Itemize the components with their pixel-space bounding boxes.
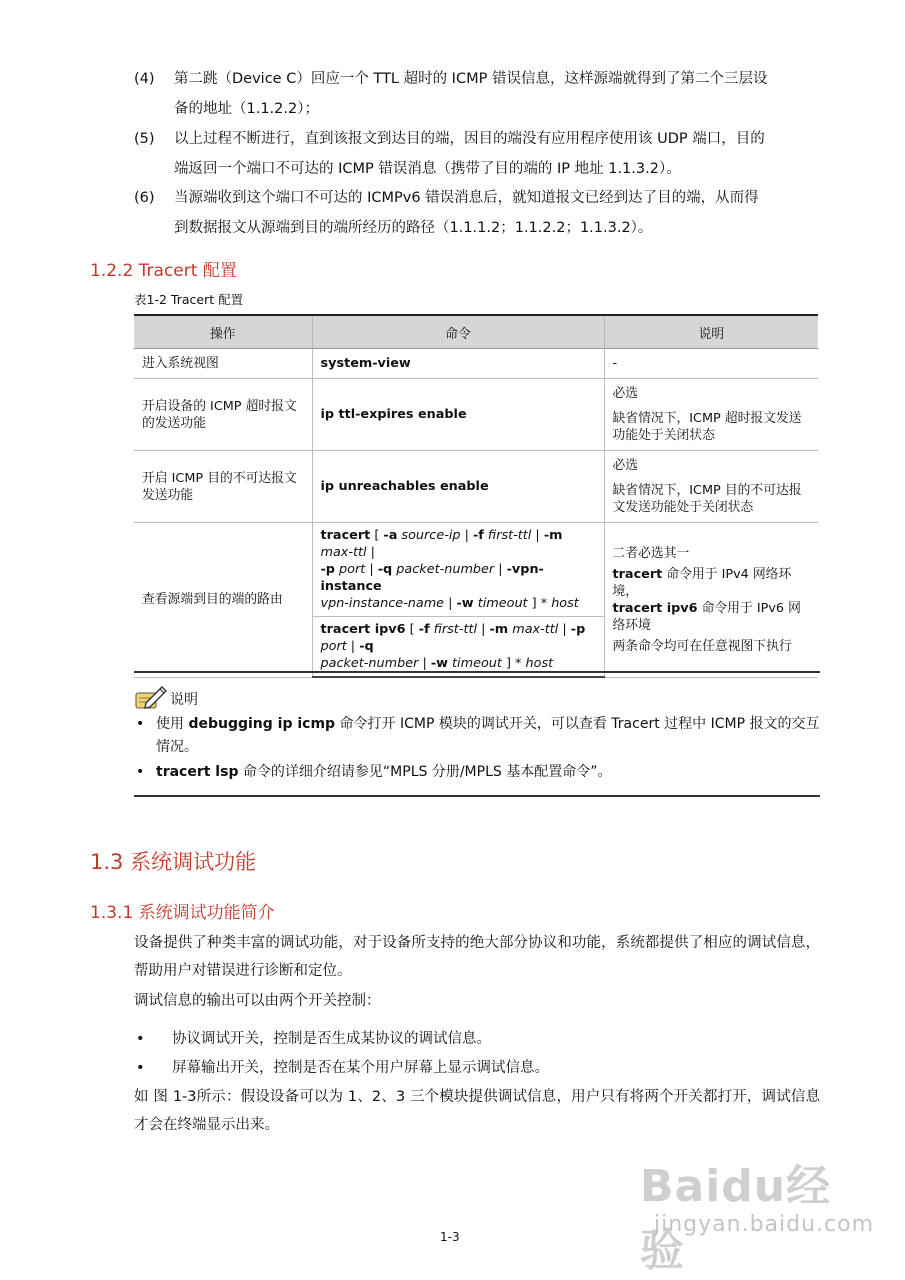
tracert-config-table <box>134 314 818 678</box>
command-arg: packet-number <box>392 562 495 577</box>
section-heading-1-3-1: 1.3.1 系统调试功能简介 <box>90 903 275 923</box>
operation-cell: 开启设备的 ICMP 超时报文的发送功能 <box>134 379 312 451</box>
command-keyword: tracert ipv6 <box>612 600 698 616</box>
command-arg: first-ttl <box>429 622 478 637</box>
command-arg: source-ip <box>397 528 461 543</box>
command-arg: port <box>334 562 366 577</box>
description-cell <box>604 379 818 451</box>
operation-cell: 开启 ICMP 目的不可达报文发送功能 <box>134 451 312 523</box>
bullet-text: 屏幕输出开关，控制是否在某个用户屏幕上显示调试信息。 <box>172 1060 549 1076</box>
command-keyword: tracert ipv6 <box>320 622 406 637</box>
choose-one-label: 二者必选其一 <box>612 545 690 561</box>
description-text: 命令用于 IPv4 网络环境， <box>612 566 792 599</box>
note-item <box>134 713 820 759</box>
command-punct: | <box>494 562 507 577</box>
watermark-url: jingyan.baidu.com <box>654 1212 875 1237</box>
step-text-line: 备的地址（1.1.2.2）； <box>174 101 319 117</box>
command-punct: | <box>346 639 360 654</box>
baidu-watermark <box>640 1150 875 1276</box>
command-cell <box>312 349 604 379</box>
command-arg: packet-number <box>320 656 419 671</box>
command-keyword: -a <box>383 528 398 543</box>
description-text: 两条命令均可在任意视图下执行 <box>612 638 792 654</box>
command-cell <box>312 451 604 523</box>
command-arg: vpn-instance-name <box>320 596 445 611</box>
command-keyword: -m <box>543 528 563 543</box>
command-keyword: tracert <box>320 528 371 543</box>
command-keyword: ip unreachables enable <box>320 479 489 494</box>
command-punct: | <box>477 622 490 637</box>
note-text: 使用 <box>156 716 189 732</box>
paragraph: 如 图 1-3所示：假设设备可以为 1、2、3 三个模块提供调试信息，用户只有将两个开关都打开，调试信息才会在终端显示出来。 <box>134 1089 820 1133</box>
pencil-note-icon <box>134 685 168 713</box>
required-label: 必选 <box>612 458 639 473</box>
command-arg: host <box>525 656 554 671</box>
paragraph: 设备提供了种类丰富的调试功能，对于设备所支持的绝大部分协议和功能，系统都提供了相应的调试信息，帮助用户对错误进行诊断和定位。 <box>134 935 820 979</box>
bullet-icon: • <box>136 1031 145 1047</box>
note-text: 命令的详细介绍请参见“MPLS 分册/MPLS 基本配置命令”。 <box>238 764 612 780</box>
description-cell <box>604 523 818 678</box>
step-number: (4) <box>134 71 155 87</box>
command-keyword: ip ttl-expires enable <box>320 407 467 422</box>
paragraph: 调试信息的输出可以由两个开关控制： <box>134 993 381 1009</box>
description-cell: - <box>604 349 818 379</box>
table-row <box>134 451 818 523</box>
command-cell <box>312 379 604 451</box>
step-number: (5) <box>134 131 155 147</box>
step-text-line: 当源端收到这个端口不可达的 ICMPv6 错误消息后，就知道报文已经到达了目的端，从而得 <box>174 190 759 206</box>
command-punct: ] * <box>527 596 552 611</box>
command-keyword: debugging ip icmp <box>188 716 336 732</box>
note-title: 说明 <box>170 692 198 708</box>
command-punct: | <box>366 545 375 560</box>
required-label: 必选 <box>612 386 639 401</box>
bullet-icon: • <box>136 716 145 732</box>
bullet-icon: • <box>136 764 145 780</box>
command-punct: | <box>444 596 457 611</box>
command-arg: timeout <box>447 656 502 671</box>
column-header: 命令 <box>312 315 604 349</box>
note-list <box>134 713 820 786</box>
command-arg: max-ttl <box>508 622 559 637</box>
step-text-line: 第二跳（Device C）回应一个 TTL 超时的 ICMP 错误信息，这样源端就得到了第二个三层设 <box>174 71 768 87</box>
command-punct: ] * <box>501 656 526 671</box>
step-text-line: 端返回一个端口不可达的 ICMP 错误消息（携带了目的端的 IP 地址 1.1.3.2）。 <box>174 161 681 177</box>
bullet-item <box>134 1054 549 1082</box>
operation-cell: 查看源端到目的端的路由 <box>134 523 312 678</box>
note-text: 命令打开 ICMP 模块的调试开关，可以查看 Tracert 过程中 ICMP 报文的交互情况。 <box>156 716 820 755</box>
command-punct: | <box>531 528 544 543</box>
command-arg: first-ttl <box>483 528 532 543</box>
note-box <box>134 671 820 797</box>
command-cell-tracert <box>312 523 604 617</box>
command-keyword: -w <box>430 656 448 671</box>
command-keyword: -vpn-instance <box>320 562 544 594</box>
command-punct: | <box>418 656 431 671</box>
step-number: (6) <box>134 190 155 206</box>
table-caption: 表1-2 Tracert 配置 <box>134 292 244 307</box>
page-number: 1-3 <box>440 1230 460 1244</box>
bullet-text: 协议调试开关，控制是否生成某协议的调试信息。 <box>172 1031 491 1047</box>
command-punct: [ <box>370 528 384 543</box>
command-arg: timeout <box>473 596 528 611</box>
default-note: 缺省情况下，ICMP 目的不可达报文发送功能处于关闭状态 <box>612 483 802 515</box>
bullet-item <box>134 1025 491 1053</box>
step-4 <box>134 64 824 124</box>
table-header-row <box>134 315 818 349</box>
command-keyword: tracert <box>612 566 663 582</box>
command-keyword: -p <box>570 622 586 637</box>
step-5 <box>134 124 824 184</box>
command-keyword: -p <box>320 562 335 577</box>
section-heading-1-3: 1.3 系统调试功能 <box>90 850 257 874</box>
command-keyword: -q <box>377 562 393 577</box>
command-keyword: -w <box>456 596 474 611</box>
command-arg: port <box>320 639 347 654</box>
command-keyword: system-view <box>320 356 411 371</box>
default-note: 缺省情况下，ICMP 超时报文发送功能处于关闭状态 <box>612 411 802 443</box>
description-text: 命令用于 IPv6 网络环境 <box>612 600 801 633</box>
watermark-logo: Baidu经验 <box>640 1161 832 1276</box>
command-punct: | <box>365 562 378 577</box>
table-row <box>134 523 818 617</box>
command-punct: | <box>558 622 571 637</box>
command-punct: [ <box>405 622 419 637</box>
note-item <box>134 761 820 784</box>
column-header: 说明 <box>604 315 818 349</box>
command-arg: max-ttl <box>320 545 367 560</box>
command-keyword: -f <box>472 528 484 543</box>
step-6 <box>134 183 824 243</box>
command-keyword: -f <box>418 622 430 637</box>
column-header: 操作 <box>134 315 312 349</box>
section-heading-1-2-2: 1.2.2 Tracert 配置 <box>90 261 237 281</box>
table-row <box>134 349 818 379</box>
command-cell-tracert-ipv6 <box>312 617 604 678</box>
command-punct: | <box>460 528 473 543</box>
command-keyword: -q <box>359 639 374 654</box>
table-row <box>134 379 818 451</box>
bullet-icon: • <box>136 1060 145 1076</box>
description-cell <box>604 451 818 523</box>
step-text-line: 到数据报文从源端到目的端所经历的路径（1.1.1.2；1.1.2.2；1.1.3.2）。 <box>174 220 653 236</box>
command-keyword: -m <box>489 622 509 637</box>
operation-cell: 进入系统视图 <box>134 349 312 379</box>
command-arg: host <box>551 596 579 611</box>
command-keyword: tracert lsp <box>156 764 239 780</box>
step-text-line: 以上过程不断进行，直到该报文到达目的端，因目的端没有应用程序使用该 UDP 端口，目的 <box>174 131 765 147</box>
